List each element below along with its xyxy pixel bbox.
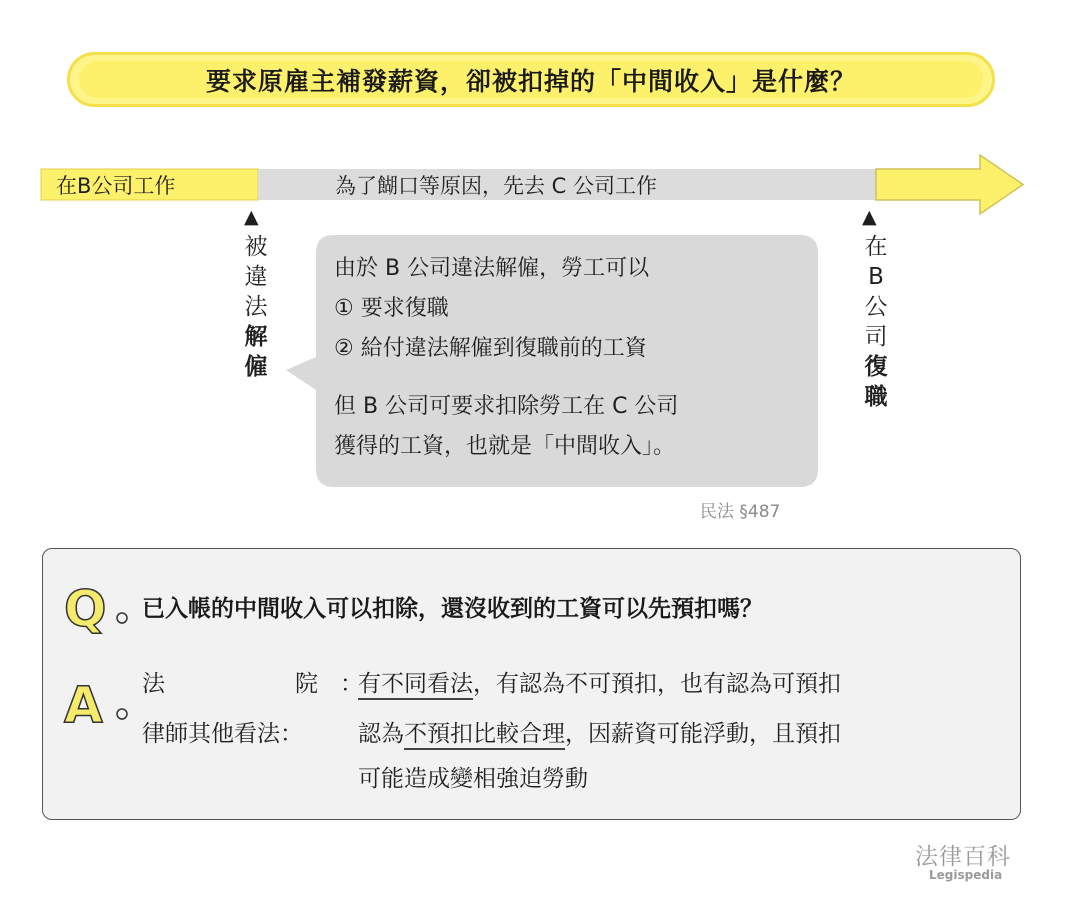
timeline-segment-1-label: 在B公司工作 (56, 174, 176, 198)
brand-subtitle: Legispedia (929, 868, 1003, 882)
dismissal-marker-icon: ▲ (244, 206, 259, 228)
dismissal-char: 違 (244, 264, 268, 290)
bubble-content (334, 249, 804, 467)
dismissal-char: 僱 (244, 354, 268, 380)
answer-2-role-text: 律師其他看法 (142, 721, 280, 747)
answer-1-rest: ，有認為不可預扣，也有認為可預扣 (473, 671, 841, 697)
page-title: 要求原雇主補發薪資，卻被扣掉的「中間收入」是什麼？ (79, 61, 983, 98)
reinstatement-marker-icon: ▲ (862, 206, 877, 228)
bubble-line: 但 B 公司可要求扣除勞工在 C 公司 (334, 394, 679, 419)
bubble-line: ② 給付違法解僱到復職前的工資 (334, 336, 647, 361)
a-letter-icon (62, 676, 134, 736)
answer-1-body (358, 665, 841, 698)
answer-1-colon: ： (340, 671, 363, 697)
svg-text:A: A (64, 676, 103, 734)
dismissal-char: 解 (244, 324, 268, 350)
dismissal-char: 被 (244, 234, 268, 260)
title-banner (67, 52, 995, 107)
answer-2-role (142, 715, 303, 748)
reinstatement-char: 公 (864, 294, 888, 320)
answer-2-line-2: 可能造成變相強迫勞動 (358, 766, 588, 792)
dismissal-label (240, 232, 272, 382)
reinstatement-char: 職 (864, 384, 888, 410)
timeline-arrowhead (876, 155, 1023, 214)
bubble-line: 獲得的工資，也就是「中間收入」。 (334, 434, 676, 459)
bubble-line: 由於 B 公司違法解僱，勞工可以 (334, 256, 650, 281)
svg-text:Q: Q (64, 580, 107, 638)
bubble-spacer (334, 369, 804, 387)
timeline-segment-2-label: 為了餬口等原因，先去 C 公司工作 (335, 174, 658, 198)
reinstatement-char: 復 (864, 354, 888, 380)
law-reference: 民法 §487 (700, 502, 781, 522)
answer-2-colon: ： (280, 721, 303, 747)
answer-2-prefix: 認為 (358, 721, 404, 747)
answer-2-rest: ，因薪資可能浮動，且預扣 (565, 721, 841, 747)
dismissal-char: 法 (244, 294, 268, 320)
reinstatement-char: 在 (864, 234, 888, 260)
answer-2-body (358, 715, 841, 748)
bubble-line: ① 要求復職 (334, 296, 449, 321)
answer-2-underlined: 不預扣比較合理 (404, 721, 565, 750)
answer-1-role-second: 院 (295, 671, 318, 697)
answer-1-role-first: 法 (142, 671, 165, 697)
reinstatement-label (860, 232, 892, 412)
question-text: 已入帳的中間收入可以扣除，還沒收到的工資可以先預扣嗎？ (142, 596, 763, 622)
reinstatement-char: 司 (864, 324, 888, 350)
answer-1-underlined: 有不同看法 (358, 671, 473, 700)
brand-logo: 法律百科 (915, 844, 1011, 870)
reinstatement-char: B (868, 264, 884, 290)
q-letter-icon (62, 580, 134, 640)
